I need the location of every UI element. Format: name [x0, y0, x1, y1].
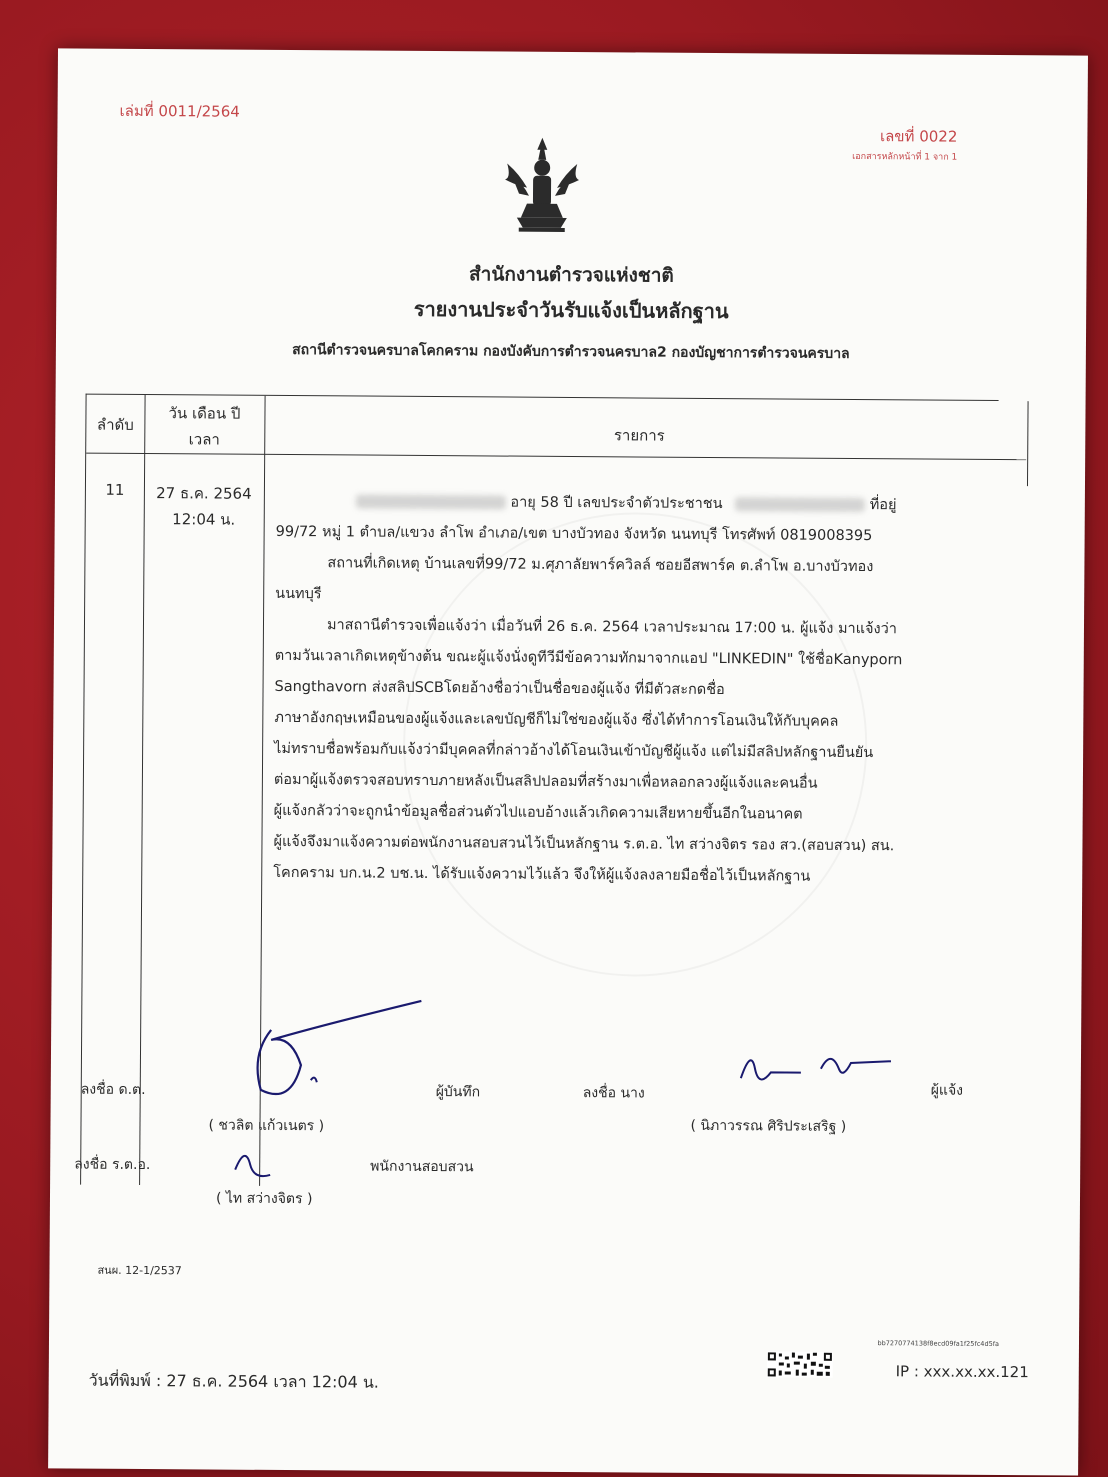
- document-hash: bb7270774138f8ecd09fa1f25fc4d5fa: [877, 1339, 1000, 1349]
- report-title: รายงานประจำวันรับแจ้งเป็นหลักฐาน: [413, 296, 729, 324]
- cell-date: 27 ธ.ค. 2564: [156, 484, 252, 503]
- recorder-name: ( ชวลิต แก้วเนตร ): [208, 1117, 325, 1135]
- body-line-1: อายุ 58 ปี เลขประจำตัวประชาชน: [510, 494, 723, 513]
- investigator-signature-icon: [230, 1140, 290, 1190]
- body-line-12: ผู้แจ้งจึงมาแจ้งความต่อพนักงานสอบสวนไว้เป็นหลักฐาน ร.ต.อ. ไท สว่างจิตร รอง สว.(สอบสวน) สน.: [273, 833, 895, 855]
- report-sheet: [48, 48, 1088, 1475]
- investigator-prefix: ลงชื่อ ร.ต.อ.: [74, 1156, 151, 1174]
- page-info: เอกสารหลักหน้าที่ 1 จาก 1: [852, 151, 958, 163]
- reporter-prefix: ลงชื่อ นาง: [582, 1085, 645, 1102]
- form-code: สนผ. 12-1/2537: [97, 1263, 182, 1278]
- body-line-10: ต่อมาผู้แจ้งตรวจสอบทราบภายหลังเป็นสลิปปลอมที่สร้างมาเพื่อหลอกลวงผู้แจ้งและคนอื่น: [273, 771, 818, 792]
- investigator-name: ( ไท สว่างจิตร ): [215, 1190, 313, 1208]
- reporter-signature-icon: [731, 1038, 901, 1099]
- body-line-7: Sangthavorn ส่งสลิปSCBโดยอ้างชื่อว่าเป็นชื่อของผู้แจ้ง ที่มีตัวสะกดชื่อ: [274, 678, 725, 699]
- recorder-prefix: ลงชื่อ ด.ต.: [80, 1081, 146, 1099]
- ip-address: IP : xxx.xx.xx.121: [895, 1362, 1029, 1382]
- cell-time: 12:04 น.: [172, 510, 236, 529]
- redacted-id: [735, 497, 865, 512]
- body-line-6: ตามวันเวลาเกิดเหตุข้างต้น ขณะผู้แจ้งนั่งดูทีวีมีข้อความทักมาจากแอป "LINKEDIN" ใช้ชื่อKanyporn: [274, 647, 903, 669]
- book-number: เล่มที่ 0011/2564: [119, 101, 240, 121]
- header-seq: ลำดับ: [96, 415, 134, 434]
- header-items: รายการ: [613, 426, 665, 445]
- cell-seq: 11: [105, 480, 125, 499]
- header-time: เวลา: [188, 430, 220, 449]
- body-line-11: ผู้แจ้งกลัวว่าจะถูกนำข้อมูลชื่อส่วนตัวไปแอบอ้างแล้วเกิดความเสียหายขึ้นอีกในอนาคต: [273, 802, 803, 823]
- investigator-role: พนักงานสอบสวน: [370, 1158, 474, 1176]
- header-date: วัน เดือน ปี: [168, 404, 241, 423]
- body-line-8: ภาษาอังกฤษเหมือนของผู้แจ้งและเลขบัญชีก็ไม่ใช่ของผู้แจ้ง ซึ่งได้ทำการโอนเงินให้กับบุคคล: [274, 709, 839, 730]
- report-body: [273, 486, 996, 894]
- garuda-emblem-icon: [497, 133, 588, 234]
- recorder-signature-icon: [231, 995, 432, 1116]
- recorder-role: ผู้บันทึก: [435, 1084, 481, 1101]
- body-line-3: สถานที่เกิดเหตุ บ้านเลขที่99/72 ม.ศุภาลัยพาร์ควิลล์ ซอยอีสพาร์ค ต.ลำโพ อ.บางบัวทอง: [327, 555, 874, 576]
- redacted-name: [356, 494, 506, 509]
- print-date: วันที่พิมพ์ : 27 ธ.ค. 2564 เวลา 12:04 น.: [88, 1370, 379, 1392]
- agency-title: สำนักงานตำรวจแห่งชาติ: [469, 263, 674, 287]
- body-line-1b: ที่อยู่: [869, 497, 897, 514]
- reporter-role: ผู้แจ้ง: [930, 1082, 964, 1099]
- station-title: สถานีตำรวจนครบาลโคกคราม กองบังคับการตำรวจนครบาล2 กองบัญชาการตำรวจนครบาล: [292, 342, 850, 362]
- body-line-2: 99/72 หมู่ 1 ตำบล/แขวง ลำโพ อำเภอ/เขต บางบัวทอง จังหวัด นนทบุรี โทรศัพท์ 0819008395: [275, 523, 873, 545]
- body-line-5: มาสถานีตำรวจเพื่อแจ้งว่า เมื่อวันที่ 26 ธ.ค. 2564 เวลาประมาณ 17:00 น. ผู้แจ้ง มาแจ้งว่า: [326, 617, 897, 638]
- reporter-name: ( นิภาวรรณ ศิริประเสริฐ ): [690, 1117, 847, 1135]
- body-line-4: นนทบุรี: [275, 585, 322, 603]
- body-line-9: ไม่ทราบชื่อพร้อมกับแจ้งว่ามีบุคคลที่กล่าวอ้างได้โอนเงินเข้าบัญชีผู้แจ้ง แต่ไม่มีสลิปหลักฐานยืนยัน: [274, 740, 874, 762]
- document-number: เลขที่ 0022: [879, 127, 958, 146]
- body-line-13: โคกคราม บก.น.2 บช.น. ได้รับแจ้งความไว้แล้ว จึงให้ผู้แจ้งลงลายมือชื่อไว้เป็นหลักฐาน: [273, 864, 811, 885]
- qr-code-icon: [767, 1351, 833, 1377]
